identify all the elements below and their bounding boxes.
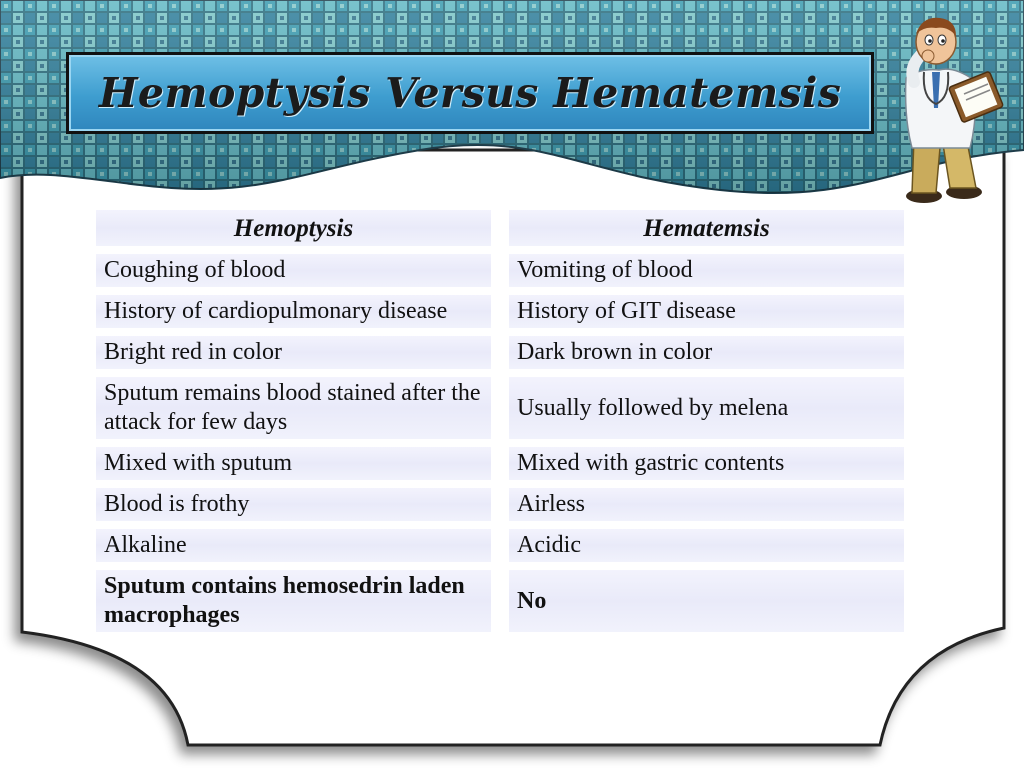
doctor-clipart (884, 8, 1014, 208)
hematemsis-cell: Vomiting of blood (509, 254, 904, 287)
table-row (96, 336, 904, 369)
table-row (96, 529, 904, 562)
hemoptysis-cell: Sputum remains blood stained after the attack for few days (96, 377, 491, 439)
slide-title: Hemoptysis Versus Hematemsis (98, 69, 842, 117)
title-box (66, 52, 874, 134)
header-hematemsis: Hematemsis (509, 210, 904, 246)
header-hemoptysis: Hemoptysis (96, 210, 491, 246)
hemoptysis-cell: History of cardiopulmonary disease (96, 295, 491, 328)
table-row (96, 447, 904, 480)
hematemsis-cell: History of GIT disease (509, 295, 904, 328)
hematemsis-cell: Acidic (509, 529, 904, 562)
hemoptysis-cell: Sputum contains hemosedrin laden macrophages (96, 570, 491, 632)
hematemsis-cell: Airless (509, 488, 904, 521)
hemoptysis-cell: Alkaline (96, 529, 491, 562)
hemoptysis-cell: Mixed with sputum (96, 447, 491, 480)
comparison-table (96, 210, 904, 640)
hematemsis-cell: Mixed with gastric contents (509, 447, 904, 480)
table-row (96, 570, 904, 632)
hematemsis-cell: Usually followed by melena (509, 377, 904, 439)
hemoptysis-cell: Blood is frothy (96, 488, 491, 521)
table-row (96, 254, 904, 287)
hemoptysis-cell: Coughing of blood (96, 254, 491, 287)
hematemsis-cell: Dark brown in color (509, 336, 904, 369)
table-row (96, 488, 904, 521)
hemoptysis-cell: Bright red in color (96, 336, 491, 369)
table-row (96, 377, 904, 439)
table-row (96, 295, 904, 328)
table-header-row (96, 210, 904, 246)
hematemsis-cell: No (509, 570, 904, 632)
